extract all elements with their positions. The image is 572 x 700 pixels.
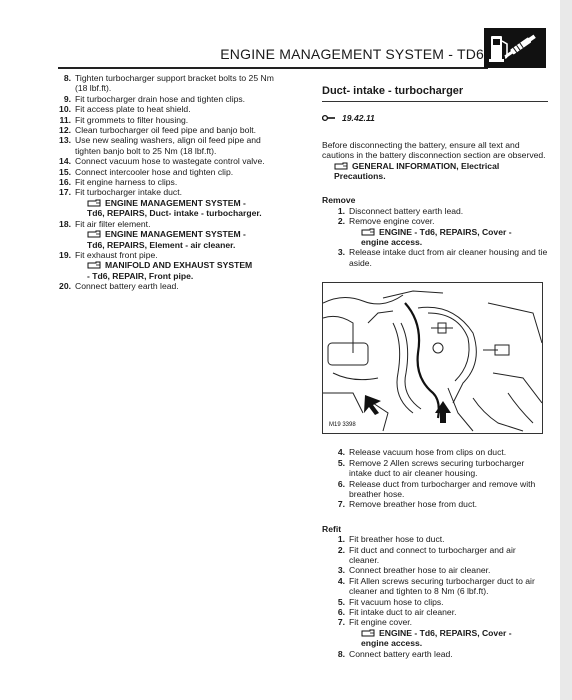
list-item: 3. Release intake duct from air cleaner housing and tie aside. bbox=[337, 247, 548, 268]
list-item: 5. Fit vacuum hose to clips. bbox=[337, 596, 444, 607]
list-item: 5. Remove 2 Allen screws securing turbocharger intake duct to air cleaner housing. bbox=[337, 457, 525, 479]
list-item: 7. Remove breather hose from duct. bbox=[337, 499, 478, 510]
list-item: 17. Fit turbocharger intake duct. ENGINE MANAGEMENT SYSTEM - Td6, REPAIRS, Duct- intake - turbocharger. bbox=[58, 187, 282, 218]
list-item: 2. Fit duct and connect to turbocharger and air cleaner. bbox=[337, 544, 516, 565]
engine-illustration bbox=[322, 282, 543, 434]
remove-steps-continued bbox=[332, 447, 548, 509]
list-item: 14. Connect vacuum hose to wastegate control valve. bbox=[59, 156, 265, 167]
cross-reference-link[interactable]: ENGINE MANAGEMENT SYSTEM - Td6, REPAIRS, Element - air cleaner. bbox=[87, 229, 246, 250]
list-item: 19. Fit exhaust front pipe. MANIFOLD AND EXHAUST SYSTEM - Td6, REPAIR, Front pipe. bbox=[58, 250, 282, 281]
figure-caption: M19 3398 bbox=[329, 420, 356, 430]
list-item: 6. Fit intake duct to air cleaner. bbox=[337, 606, 457, 617]
list-item: 11. Fit grommets to filter housing. bbox=[59, 114, 189, 125]
turbocharger-duct-drawing bbox=[323, 283, 542, 433]
list-item: 4. Release vacuum hose from clips on duct. bbox=[337, 447, 507, 458]
list-item: 18. Fit air filter element. ENGINE MANAGEMENT SYSTEM - Td6, REPAIRS, Element - air cleaner. bbox=[58, 219, 282, 250]
wrench-icon bbox=[322, 114, 336, 122]
pointing-hand-icon bbox=[334, 162, 348, 170]
pointing-hand-icon bbox=[361, 228, 375, 236]
list-item: 8. Connect battery earth lead. bbox=[337, 648, 453, 659]
list-item: 3. Connect breather hose to air cleaner. bbox=[337, 565, 491, 576]
list-item: 10. Fit access plate to heat shield. bbox=[59, 104, 191, 115]
header-rule bbox=[58, 67, 488, 69]
pointing-hand-icon bbox=[87, 199, 101, 207]
pointing-hand-icon bbox=[87, 261, 101, 269]
list-item: 16. Fit engine harness to clips. bbox=[59, 177, 178, 188]
list-item: 1. Fit breather hose to duct. bbox=[337, 534, 445, 545]
list-item: 6. Release duct from turbocharger and remove with breather hose. bbox=[337, 478, 536, 499]
procedure-section bbox=[322, 80, 548, 659]
list-item: 7. Fit engine cover. ENGINE - Td6, REPAIRS, Cover - engine access. bbox=[332, 617, 548, 648]
remove-steps bbox=[332, 206, 548, 268]
remove-heading: Remove bbox=[322, 195, 356, 206]
viewer-frame-edge bbox=[560, 0, 572, 700]
refit-heading: Refit bbox=[322, 523, 342, 534]
list-item: 2. Remove engine cover. ENGINE - Td6, REPAIRS, Cover - engine access. bbox=[332, 216, 548, 247]
list-item: 15. Connect intercooler hose and tighten clip. bbox=[59, 166, 234, 177]
list-item: 13. Use new sealing washers, align oil feed pipe and tighten banjo bolt to 25 Nm (18 lbf.ft). bbox=[59, 135, 261, 156]
page-header bbox=[58, 28, 546, 66]
list-item: 9. Fit turbocharger drain hose and tighten clips. bbox=[63, 93, 246, 104]
refit-steps bbox=[332, 534, 548, 659]
list-item: 8. Tighten turbocharger support bracket bolts to 25 Nm (18 lbf.ft). bbox=[63, 73, 274, 94]
intro-paragraph: Before disconnecting the battery, ensure all text and cautions in the battery disconnection section are observed. GENERAL INFORMATION, Electrical Precautions. bbox=[322, 140, 548, 182]
left-procedure-list bbox=[58, 73, 282, 292]
cross-reference-link[interactable]: ENGINE - Td6, REPAIRS, Cover - engine access. bbox=[361, 226, 512, 248]
list-item: 4. Fit Allen screws securing turbocharger duct to air cleaner and tighten to 8 Nm (6 lbf.ft). bbox=[337, 575, 535, 597]
list-item: 20. Connect battery earth lead. bbox=[59, 281, 179, 292]
cross-reference-link[interactable]: ENGINE - Td6, REPAIRS, Cover - engine access. bbox=[361, 627, 512, 649]
fuel-pump-and-injector-icon bbox=[484, 28, 546, 68]
cross-reference-link[interactable]: MANIFOLD AND EXHAUST SYSTEM - Td6, REPAIR, Front pipe. bbox=[87, 260, 253, 281]
pointing-hand-icon bbox=[361, 629, 375, 637]
cross-reference-link[interactable]: GENERAL INFORMATION, Electrical Precautions. bbox=[334, 160, 500, 182]
pointing-hand-icon bbox=[87, 230, 101, 238]
cross-reference-link[interactable]: ENGINE MANAGEMENT SYSTEM - Td6, REPAIRS, Duct- intake - turbocharger. bbox=[87, 197, 262, 219]
list-item: 12. Clean turbocharger oil feed pipe and banjo bolt. bbox=[59, 125, 257, 136]
section-title: Duct- intake - turbocharger bbox=[322, 86, 548, 102]
list-item: 1. Disconnect battery earth lead. bbox=[337, 205, 464, 216]
header-title: ENGINE MANAGEMENT SYSTEM - TD6 bbox=[220, 46, 484, 62]
operation-code: 19.42.11 bbox=[322, 113, 548, 123]
